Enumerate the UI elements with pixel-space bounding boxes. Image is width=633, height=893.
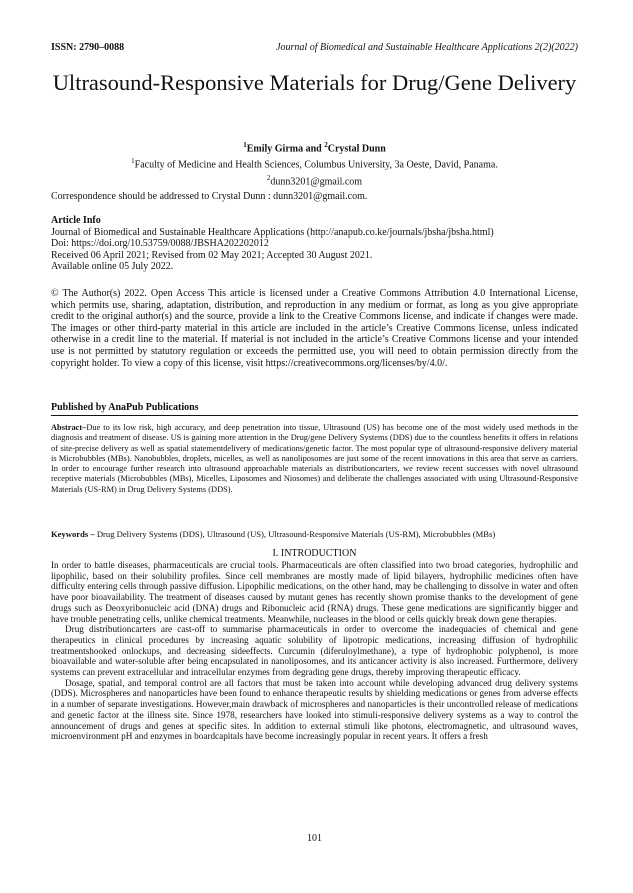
keywords-label: Keywords – <box>51 529 95 539</box>
journal-name: Journal of Biomedical and Sustainable Healthcare Applications 2(2)(2022) <box>276 42 578 53</box>
affiliation <box>51 155 578 171</box>
paragraph-3: Dosage, spatial, and temporal control are all factors that must be taken into account while developing advanced drug delivery systems (DDS). Microspheres and nanoparticles have been found to enhance therapeutic results by shielding medications or genes from adverse effects in a number of separate investigations. However,main drawback of microspheres and nanoparticles is their uncontrolled release of medications and genetic factor at the illness site. Since 1978, researchers have looked into stimuli-responsive delivery systems as a way to control the announcement of drugs and genes at specific sites. In addition to external stimuli like photons, electromagnetic, and ultrasound waves, microenvironment pH and enzymes in boardcapitals have become increasingly popular in recent years. It offers a fresh <box>51 677 578 742</box>
article-info-heading: Article Info <box>51 215 101 226</box>
author-sup-2: 2 <box>324 141 328 149</box>
email-line <box>51 172 578 188</box>
published-by: Published by AnaPub Publications <box>51 402 578 416</box>
paper-title: Ultrasound-Responsive Materials for Drug/Gene Delivery <box>52 70 577 95</box>
author-names <box>51 139 578 155</box>
page-number: 101 <box>307 833 322 844</box>
issn: ISSN: 2790–0088 <box>51 42 125 53</box>
affiliation-text: Faculty of Medicine and Health Sciences, Columbus University, 3a Oeste, David, Panama. <box>134 159 498 171</box>
keywords-text: Drug Delivery Systems (DDS), Ultrasound (US), Ultrasound-Responsive Materials (US-RM), Microbubbles (MBs) <box>94 529 496 539</box>
abstract <box>51 423 578 495</box>
abstract-label: Abstract– <box>51 423 87 432</box>
article-available: Available online 05 July 2022. <box>51 261 174 273</box>
article-journal-line: Journal of Biomedical and Sustainable Healthcare Applications (http://anapub.co.ke/journals/jbsha/jbsha.html) <box>51 226 494 238</box>
article-received: Received 06 April 2021; Revised from 02 May 2021; Accepted 30 August 2021. <box>51 249 373 261</box>
article-info <box>51 215 494 273</box>
license-text: © The Author(s) 2022. Open Access This article is licensed under a Creative Commons Attribution 4.0 International License, which permits use, sharing, adaptation, distribution, and reproduction in any medium or format, as long as you give appropriate credit to the original author(s) and the source, provide a link to the Creative Commons license, and indicate if changes were made. The images or other third-party material in this article are included in the article’s Creative Commons license, unless indicated otherwise in a credit line to the material. If material is not included in the article’s Creative Commons license and your intended use is not permitted by statutory regulation or exceeds the permitted use, you will need to obtain permission directly from the copyright holder. To view a copy of this license, visit https://creativecommons.org/licenses/by/4.0/. <box>51 288 578 369</box>
author-1: Emily Girma and <box>246 143 325 155</box>
correspondence: Correspondence should be addressed to Crystal Dunn : dunn3201@gmail.com. <box>51 191 368 202</box>
body-text <box>51 560 578 742</box>
article-doi: Doi: https://doi.org/10.53759/0088/JBSHA202202012 <box>51 238 269 250</box>
section-heading: I. INTRODUCTION <box>272 548 357 559</box>
paragraph-1: In order to battle diseases, pharmaceuticals are crucial tools. Pharmaceuticals are often classified into two broad categories, hydrophilic and lipophilic, based on their solubility profiles. Since cell membranes are mostly made of lipid bilayers, hydrophilic medicines often have difficulty entering cells through passive diffusion. Lipophilic medications, on the other hand, may be challenging to dissolve in water and often have poor bioavailability. The treatment of diseases caused by mutant genes has recently shown promise thanks to the development of gene drugs such as Deoxyribonucleic acid (DNA) drugs and Ribonucleic acid (RNA) drugs. These gene medications are significantly bigger and have trouble penetrating cells, unlike chemical treatments. Meanwhile, nucleases in the blood or cells quickly break down gene therapies. <box>51 560 578 624</box>
abstract-text: Due to its low risk, high accuracy, and deep penetration into tissue, Ultrasound (US) has become one of the most widely used methods in the diagnosis and treatment of disease. US is gaining more attention in the Drug/gene Delivery Systems (DDS) due to the countless benefits it offers in relations of site-precise delivery as well as spatial statementdelivery of medications/genetic factor. The most popular type of ultrasound-responsive delivery material is Microbubbles (MBs). Nanobubbles, droplets, micelles, as well as nanoliposomes are just some of the recent innovations in this area that serve as carriers. In order to encourage further research into ultrasound approachable materials as distributioncarters, we review recent successes with novel ultrasound receptive materials (Microbubbles (MBs), Micelles, Liposomes and Niosomes) and deliberate the challenges associated with using Ultrasound-Responsive Materials (US-RM) in Drug Delivery Systems (DDS). <box>51 423 578 494</box>
email: dunn3201@gmail.com <box>270 175 363 187</box>
paragraph-2: Drug distributioncarters are cast-off to summarise pharmaceuticals in order to overcome the inadequacies of chemical and gene therapeutics in clinical procedures by increasing aquatic solubility of lipotropic medications, increasing diffusion of hydrophilic treatmentshooked onlockups, and decreasing sideeffects. Curcumin (diferuloylmethane), a type of hydrophobic polyphenol, is more bioavailable and water-soluble after being encapsulated in nanoliposomes, and its anticancer activity is also increased. Furthermore, delivery systems can prevent extracellular and intracellular enzymes from degrading gene drugs, thereby improving therapeutic efficacy. <box>51 624 578 678</box>
author-sup-1: 1 <box>243 141 247 149</box>
author-block <box>51 139 578 188</box>
affiliation-sup: 1 <box>131 157 135 166</box>
author-2: Crystal Dunn <box>327 143 386 155</box>
email-sup: 2 <box>266 173 271 182</box>
keywords <box>51 529 578 539</box>
